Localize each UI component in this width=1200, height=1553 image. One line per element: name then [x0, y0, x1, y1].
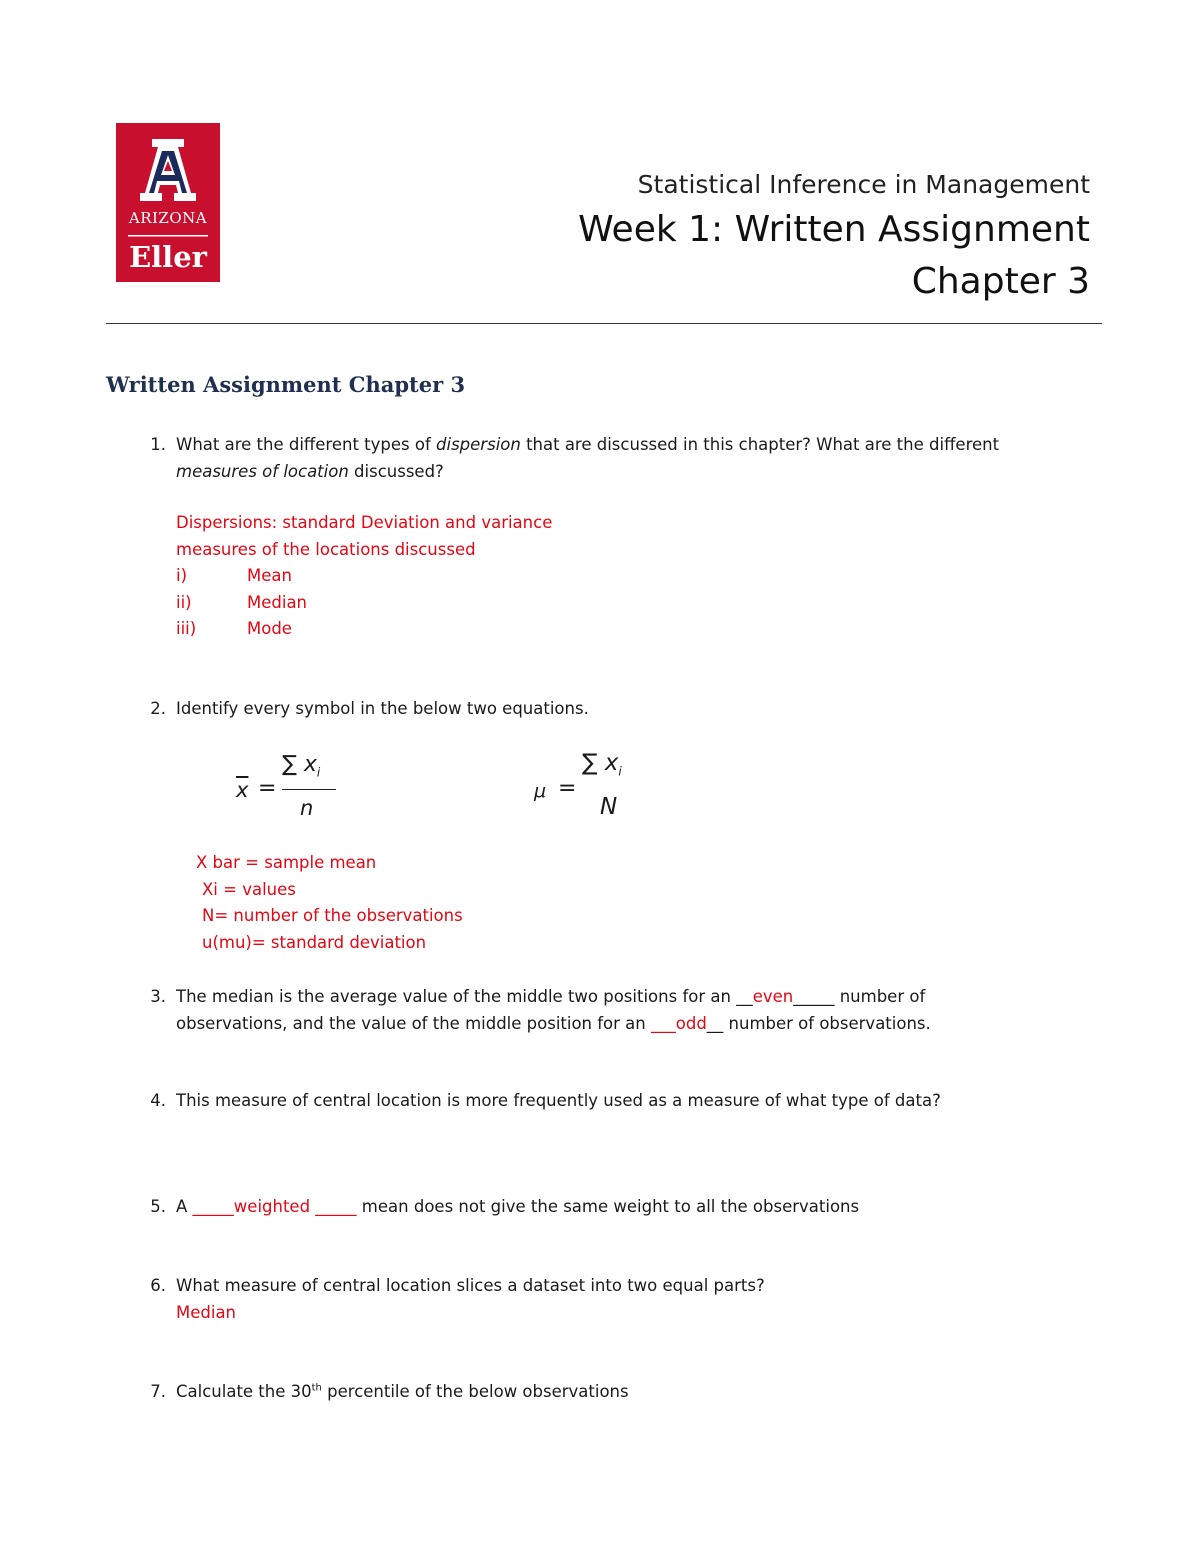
question-text: Identify every symbol in the below two equations.	[176, 699, 589, 718]
logo-text-eller: Eller	[129, 240, 207, 274]
list-item	[176, 590, 552, 617]
answer-line: X bar = sample mean	[196, 853, 377, 872]
question-number: 7.	[150, 1382, 166, 1401]
text-run: Calculate the 30	[176, 1382, 312, 1401]
text-run: observations, and the value of the middle position for an	[176, 1014, 651, 1033]
numerator-text: ∑ x	[582, 750, 619, 776]
blank-answer-even: even	[752, 987, 794, 1006]
answer-line: N= number of the observations	[202, 906, 463, 925]
question-number: 6.	[150, 1276, 166, 1295]
list-marker: i)	[176, 566, 188, 585]
equation-denominator: n	[300, 796, 314, 820]
equation-denominator: N	[600, 794, 618, 820]
numerator-subscript: i	[316, 765, 321, 780]
blank-answer-odd: odd	[675, 1014, 707, 1033]
text-run: percentile of the below observations	[321, 1382, 629, 1401]
logo-text-arizona: ARIZONA	[128, 209, 208, 227]
answer-line: u(mu)= standard deviation	[202, 932, 427, 952]
blank: ___	[651, 1014, 676, 1033]
answer-line: Xi = values	[202, 879, 296, 899]
equation-population-mean	[534, 750, 644, 822]
text-run: What are the different types of	[176, 435, 437, 454]
text-run: What measure of central location slices a dataset into two equal parts?	[176, 1276, 765, 1295]
superscript: th	[311, 1382, 322, 1394]
list-text: Mode	[247, 619, 292, 638]
text-run: number of observations.	[723, 1014, 931, 1033]
list-text: Mean	[247, 566, 292, 585]
course-name: Statistical Inference in Management	[637, 170, 1090, 199]
answer-line: Dispersions: standard Deviation and variance	[176, 513, 553, 532]
list-text: Median	[247, 592, 308, 612]
equation-numerator	[582, 750, 622, 779]
equation-numerator	[282, 752, 320, 779]
text-run: mean does not give the same weight to all the observations	[356, 1197, 860, 1216]
blank: _____	[793, 987, 835, 1006]
text-run: discussed?	[348, 462, 444, 481]
question-number: 2.	[150, 699, 166, 718]
equation-sample-mean	[236, 752, 346, 822]
blank: _____	[310, 1197, 357, 1216]
blank: __	[736, 987, 753, 1006]
section-title: Written Assignment Chapter 3	[106, 372, 466, 397]
list-marker: ii)	[176, 592, 192, 612]
answer-6: Median	[176, 1303, 237, 1322]
text-run: that are discussed in this chapter? What are the different	[520, 435, 1000, 454]
question-text	[176, 983, 1076, 1037]
text-run: number of	[834, 987, 926, 1006]
text-run: A	[176, 1197, 193, 1216]
question-text	[176, 431, 1076, 485]
question-text	[176, 1193, 1076, 1220]
question-number: 4.	[150, 1091, 166, 1110]
equation-equals: =	[258, 776, 277, 801]
question-text	[176, 1378, 1076, 1405]
equation-lhs: $\overline{x}$	[236, 778, 249, 802]
answer-1	[176, 510, 552, 643]
chapter-title: Chapter 3	[911, 261, 1090, 302]
list-item	[176, 616, 552, 643]
question-text: This measure of central location is more frequently used as a measure of what type of data?	[176, 1091, 941, 1110]
text-run: The median is the average value of the middle two positions for an	[176, 987, 737, 1006]
question-text	[176, 1272, 1076, 1326]
blank-answer-weighted: weighted	[233, 1197, 311, 1216]
eller-logo	[116, 123, 220, 282]
answer-line: measures of the locations discussed	[176, 539, 476, 559]
question-number: 1.	[150, 435, 166, 454]
equation-lhs: μ	[534, 780, 547, 802]
blank: _____	[192, 1197, 234, 1216]
emphasis-measures-of-location: measures of location	[176, 462, 349, 481]
header-divider	[106, 323, 1102, 324]
question-number: 3.	[150, 987, 166, 1006]
blank: __	[706, 1014, 724, 1033]
equation-equals: =	[558, 776, 577, 801]
numerator-subscript: i	[618, 764, 622, 779]
answer-2	[196, 850, 463, 956]
emphasis-dispersion: dispersion	[436, 435, 521, 454]
header-titles	[578, 168, 1090, 308]
list-item	[176, 563, 552, 590]
assignment-title: Week 1: Written Assignment	[578, 209, 1090, 250]
numerator-text: ∑ x	[282, 752, 317, 777]
fraction-bar	[282, 789, 336, 790]
list-marker: iii)	[176, 619, 197, 638]
question-number: 5.	[150, 1197, 166, 1216]
